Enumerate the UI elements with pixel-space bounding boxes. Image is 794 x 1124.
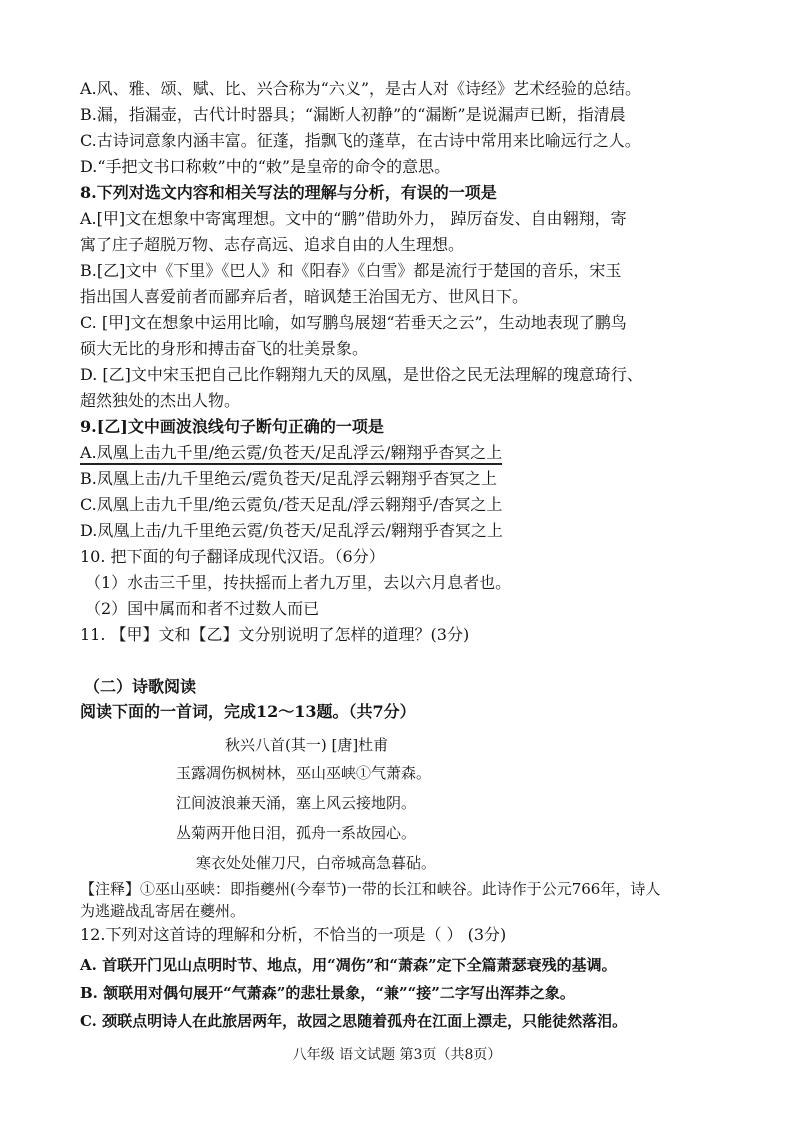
q8-option-a-line1: A.[甲]文在想象中寄寓理想。文中的“鹏”借助外力， 踔厉奋发、自由翱翔，寄 <box>80 209 627 228</box>
q8-option-c-line1: C. [甲]文在想象中运用比喻，如写鹏鸟展翅“若垂天之云”，生动地表现了鹏鸟 <box>80 313 627 332</box>
q8-option-a-line2: 寓了庄子超脱万物、志存高远、追求自由的人生理想。 <box>80 235 465 254</box>
q10-stem: 10. 把下面的句子翻译成现代汉语。（6分） <box>80 547 385 566</box>
q12-option-c: C. 颈联点明诗人在此旅居两年，故园之思随着孤舟在江面上漂走，只能徒然落泪。 <box>80 1012 628 1030</box>
q10-sentence-1: （1）水击三千里，抟扶摇而上者九万里，去以六月息者也。 <box>85 573 512 592</box>
q9-option-a <box>80 442 502 464</box>
q9-stem: 9.[乙]文中画波浪线句子断句正确的一项是 <box>80 417 384 436</box>
q7-option-d: D.“手把文书口称敕”中的“敕”是皇帝的命令的意思。 <box>80 157 451 176</box>
q8-option-b-line1: B.[乙]文中《下里》《巴人》和《阳春》《白雪》都是流行于楚国的音乐，宋玉 <box>80 261 622 280</box>
q8-option-b-line2: 指出国人喜爱前者而鄙弃后者，暗讽楚王治国无方、世风日下。 <box>80 287 529 306</box>
q7-option-c: C.古诗词意象内涵丰富。征蓬，指飘飞的蓬草，在古诗中常用来比喻远行之人。 <box>80 131 641 150</box>
q12-option-b: B. 颔联用对偶句展开“气萧森”的悲壮景象，“兼”“接”二字写出浑莽之象。 <box>80 984 575 1002</box>
poem-line-3: 丛菊两开他日泪，孤舟一系故园心。 <box>176 824 417 842</box>
q12-option-a: A. 首联开门见山点明时节、地点，用“凋伤”和“萧森”定下全篇萧瑟衰残的基调。 <box>80 956 617 974</box>
q9-option-a-text: A.凤凰上击九千里/绝云霓/负苍天/足乱浮云/翱翔乎杳冥之上 <box>80 443 502 465</box>
q9-option-d: D.凤凰上击/九千里绝云霓/负苍天/足乱浮云/翱翔乎杳冥之上 <box>80 521 503 540</box>
q7-option-b: B.漏，指漏壶，古代计时器具；“漏断人初静”的“漏断”是说漏声已断，指清晨 <box>80 105 626 124</box>
q11-stem: 11. 【甲】文和【乙】文分别说明了怎样的道理？(3分) <box>80 625 470 644</box>
poem-note-line2: 为逃避战乱寄居在夔州。 <box>80 902 246 920</box>
q8-stem: 8.下列对选文内容和相关写法的理解与分析，有误的一项是 <box>80 183 497 202</box>
q8-option-d-line2: 超然独处的杰出人物。 <box>80 391 241 410</box>
poem-note-line1: 【注释】①巫山巫峡：即指夔州(今奉节)一带的长江和峡谷。此诗作于公元766年，诗人 <box>80 880 661 898</box>
poem-line-2: 江间波浪兼天涌，塞上风云接地阴。 <box>176 794 417 812</box>
q9-option-c: C.凤凰上击九千里/绝云霓负/苍天足乱/浮云翱翔乎/杳冥之上 <box>80 495 503 514</box>
q10-sentence-2: （2）国中属而和者不过数人而已 <box>85 599 320 618</box>
poem-line-4: 寒衣处处催刀尺，白帝城高急暮砧。 <box>196 854 437 872</box>
poem-line-1: 玉露凋伤枫树林，巫山巫峡①气萧森。 <box>176 764 432 782</box>
section-2-heading: （二）诗歌阅读 <box>84 677 197 696</box>
q8-option-d-line1: D. [乙]文中宋玉把自己比作翱翔九天的凤凰，是世俗之民无法理解的瑰意琦行、 <box>80 365 643 384</box>
q12-stem: 12.下列对这首诗的理解和分析，不恰当的一项是（ ） (3分) <box>80 925 507 944</box>
poem-title: 秋兴八首(其一) [唐]杜甫 <box>225 736 389 754</box>
section-2-instruction: 阅读下面的一首词，完成12～13题。（共7分） <box>80 702 416 721</box>
page-footer: 八年级 语文试题 第3页（共8页） <box>292 1047 502 1063</box>
q8-option-c-line2: 硕大无比的身形和搏击奋飞的壮美景象。 <box>80 339 369 358</box>
q9-option-b: B.凤凰上击/九千里绝云/霓负苍天/足乱浮云翱翔乎杳冥之上 <box>80 469 498 488</box>
q7-option-a: A.风、雅、颂、赋、比、兴合称为“六义”，是古人对《诗经》艺术经验的总结。 <box>80 79 642 98</box>
